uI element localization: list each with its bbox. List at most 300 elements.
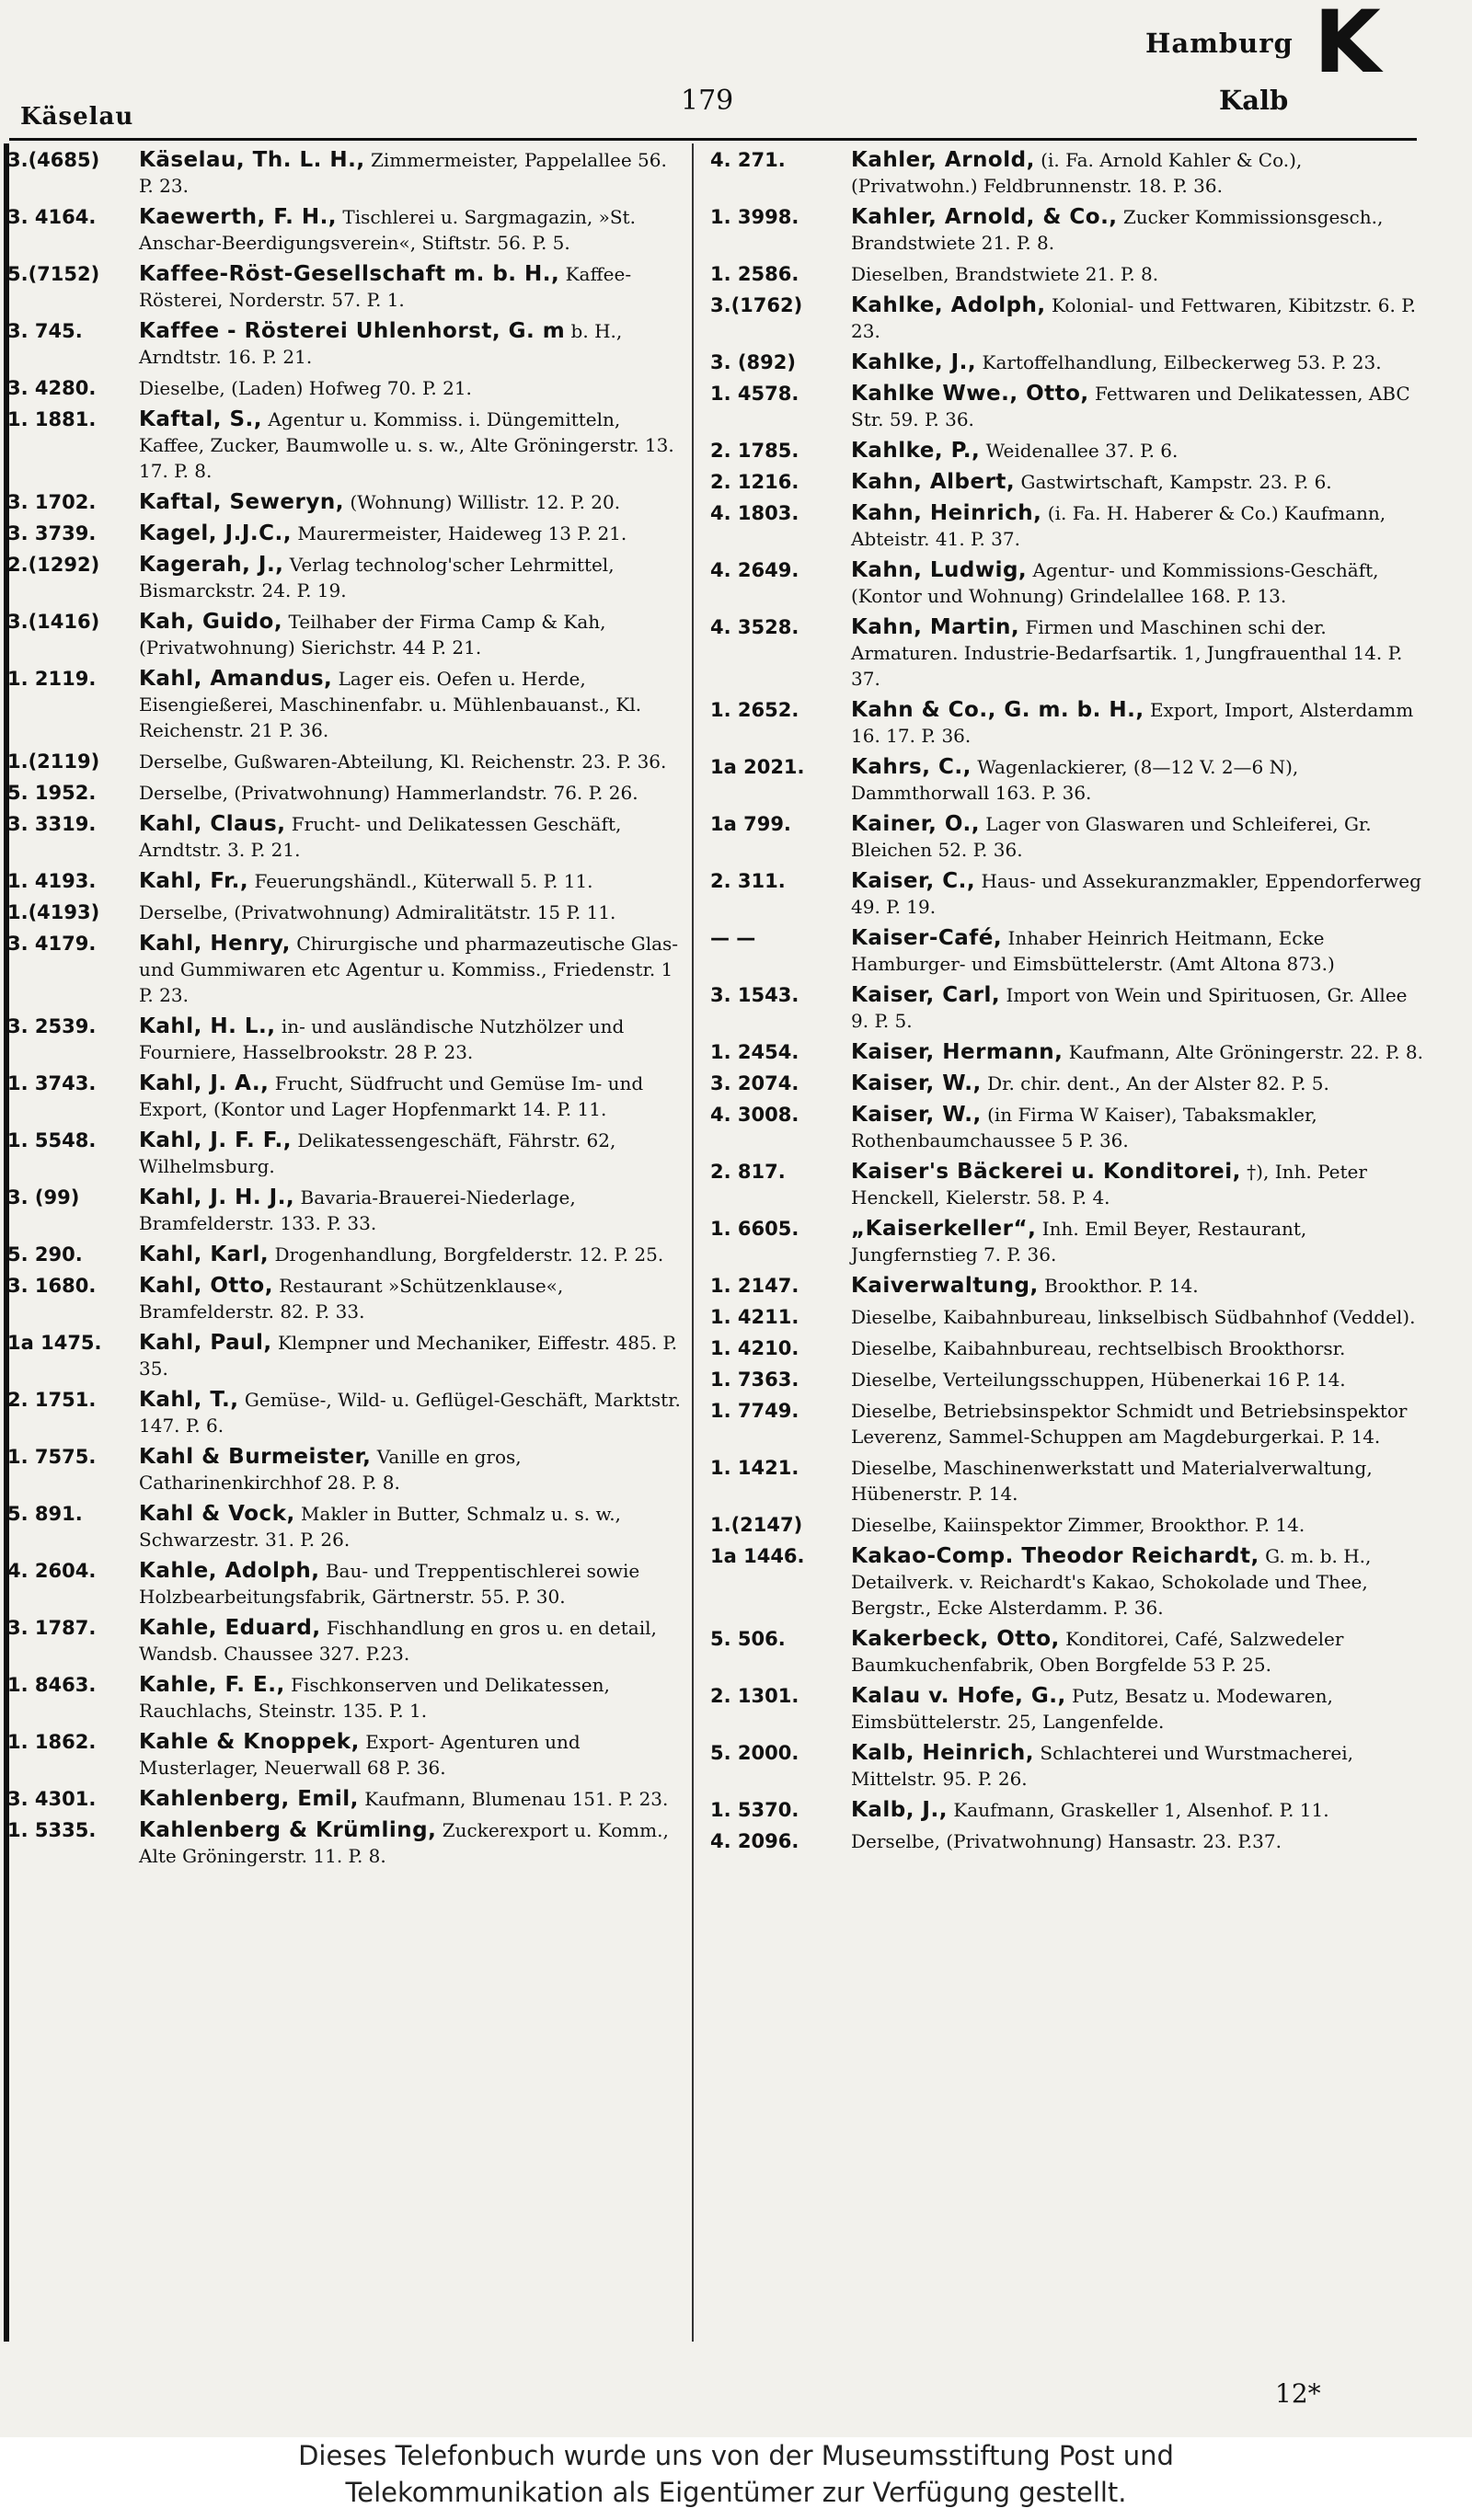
directory-entry	[6, 1501, 683, 1552]
entry-phone-number: 2. 1301.	[710, 1685, 799, 1707]
entry-phone-number: 3. 4179.	[7, 933, 97, 955]
entry-text	[851, 1740, 1426, 1792]
entry-details: Derselbe, Gußwaren-Abteilung, Kl. Reichenstr. 23. P. 36.	[139, 750, 667, 773]
directory-entry	[6, 749, 683, 774]
entry-name: Kaiser, W.,	[851, 1103, 982, 1127]
directory-entry	[708, 438, 1426, 464]
directory-entry	[6, 1672, 683, 1724]
entry-text	[851, 1159, 1426, 1210]
entry-text	[851, 1304, 1426, 1330]
page-number: 179	[681, 85, 734, 117]
entry-details: Weidenallee 37. P. 6.	[985, 440, 1179, 462]
entry-name: Kainer, O.,	[851, 812, 980, 836]
header-city: Hamburg	[1145, 28, 1294, 59]
entry-phone-number: 3. 1680.	[7, 1275, 97, 1297]
directory-entry	[708, 868, 1426, 920]
entry-phone-number: 4. 3008.	[710, 1104, 799, 1126]
entry-name: Kahn, Heinrich,	[851, 501, 1042, 525]
directory-entry	[708, 1367, 1426, 1392]
entry-phone-number: 3. 3739.	[7, 522, 97, 544]
directory-entry	[6, 666, 683, 743]
entry-details: Brookthor. P. 14.	[1044, 1275, 1199, 1297]
directory-entry	[708, 1039, 1426, 1065]
directory-entry	[6, 1615, 683, 1667]
entry-phone-number: 1a 1475.	[7, 1332, 102, 1354]
entry-name: Kaffee-Röst-Gesellschaft m. b. H.,	[139, 262, 560, 286]
entry-phone-number: 2.(1292)	[7, 554, 100, 576]
entry-name: Kahlke, J.,	[851, 350, 977, 374]
entry-phone-number: 1. 1881.	[7, 408, 97, 430]
entry-name: Kaiser, Hermann,	[851, 1040, 1064, 1064]
entry-phone-number: 3. (99)	[7, 1186, 80, 1208]
entry-details: Kaufmann, Alte Gröningerstr. 22. P. 8.	[1068, 1041, 1424, 1063]
entry-details: Gemüse-, Wild- u. Geflügel-Geschäft, Marktstr. 147. P. 6.	[139, 1389, 681, 1437]
directory-entry	[708, 1683, 1426, 1735]
directory-entry	[6, 1786, 683, 1812]
entry-phone-number: 1. 4193.	[7, 870, 97, 892]
directory-entry	[6, 1387, 683, 1438]
entry-text	[851, 1828, 1426, 1854]
entry-phone-number: 4. 2604.	[7, 1560, 97, 1582]
directory-entry	[6, 1729, 683, 1781]
entry-details: Zucker Kommissionsgesch., Brandstwiete 21. P. 8.	[851, 206, 1384, 254]
entry-text	[139, 749, 683, 774]
entry-name: Kahl, Amandus,	[139, 667, 333, 691]
entry-phone-number: 1a 799.	[710, 813, 791, 835]
entry-phone-number: 3. 1702.	[7, 491, 97, 513]
entry-text	[851, 1626, 1426, 1678]
entry-phone-number: 1. 7575.	[7, 1446, 97, 1468]
entry-phone-number: 3.(1416)	[7, 611, 100, 633]
notice-line-1: Dieses Telefonbuch wurde uns von der Museumsstiftung Post und	[298, 2440, 1174, 2471]
entry-name: Käselau, Th. L. H.,	[139, 148, 365, 172]
entry-name: Kahle & Knoppek,	[139, 1730, 360, 1754]
directory-entry	[6, 1185, 683, 1236]
entry-details: Firmen und Maschinen schi der. Armaturen. Industrie-Bedarfsartik. 1, Jungfrauenthal 14. P. 37.	[851, 616, 1403, 690]
entry-name: Kaewerth, F. H.,	[139, 205, 338, 229]
entry-phone-number: 5.(7152)	[7, 263, 100, 285]
entry-phone-number: 1. 2147.	[710, 1275, 799, 1297]
entry-name: Kahl, Karl,	[139, 1243, 270, 1266]
entry-text	[851, 697, 1426, 749]
entry-phone-number: 3. 4301.	[7, 1788, 97, 1810]
entry-details: Export- Agenturen und Musterlager, Neuerwall 68 P. 36.	[139, 1731, 581, 1779]
entry-name: Kaftal, Seweryn,	[139, 490, 344, 514]
entry-phone-number: 1. 7749.	[710, 1400, 799, 1422]
header-letter: K	[1314, 0, 1381, 93]
entry-details: Inhaber Heinrich Heitmann, Ecke Hamburger- und Eimsbüttelerstr. (Amt Altona 873.)	[851, 927, 1335, 975]
entry-details: Maurermeister, Haideweg 13 P. 21.	[297, 522, 627, 544]
entry-text	[851, 557, 1426, 609]
directory-entry	[6, 261, 683, 313]
directory-entry	[708, 754, 1426, 806]
entry-details: (in Firma W Kaiser), Tabaksmakler, Rothenbaumchaussee 5 P. 36.	[851, 1104, 1317, 1151]
entry-name: „Kaiserkeller“,	[851, 1217, 1037, 1241]
entry-details: Import von Wein und Spirituosen, Gr. Allee 9. P. 5.	[851, 984, 1408, 1032]
entry-phone-number: 2. 1785.	[710, 440, 799, 462]
directory-entry	[6, 1817, 683, 1869]
entry-details: Tischlerei u. Sargmagazin, »St. Anschar-Beerdigungsverein«, Stiftstr. 56. P. 5.	[139, 206, 636, 254]
entry-name: Kahn, Ludwig,	[851, 558, 1028, 582]
directory-entry	[6, 552, 683, 603]
entry-phone-number: 3.(1762)	[710, 294, 803, 316]
entry-details: Kaufmann, Blumenau 151. P. 23.	[364, 1788, 669, 1810]
entry-text	[139, 1558, 683, 1609]
entry-text	[851, 1071, 1426, 1096]
header-rule	[9, 138, 1417, 141]
entry-text	[139, 1501, 683, 1552]
entry-name: Kahl, H. L.,	[139, 1014, 276, 1038]
entry-details: (Wohnung) Willistr. 12. P. 20.	[350, 491, 621, 513]
entry-name: Kalau v. Hofe, G.,	[851, 1684, 1066, 1708]
entry-phone-number: 3. 2074.	[710, 1072, 799, 1094]
entry-text	[851, 1102, 1426, 1153]
entry-phone-number: 5. 506.	[710, 1628, 786, 1650]
entry-name: Kaiser, C.,	[851, 869, 976, 893]
entry-text	[851, 1216, 1426, 1267]
entry-text	[139, 609, 683, 660]
entry-phone-number: 3. 1543.	[710, 984, 799, 1006]
entry-text	[851, 1455, 1426, 1506]
entry-phone-number: 1. 5335.	[7, 1819, 97, 1841]
entry-phone-number: 1.(2147)	[710, 1514, 803, 1536]
directory-entry	[708, 1159, 1426, 1210]
entry-phone-number: 1. 2652.	[710, 699, 799, 721]
directory-entry	[6, 780, 683, 806]
directory-entry	[6, 1014, 683, 1065]
entry-name: Kaffee - Rösterei Uhlenhorst, G. m	[139, 319, 566, 343]
entry-text	[851, 982, 1426, 1034]
entry-details: Haus- und Assekuranzmakler, Eppendorferweg 49. P. 19.	[851, 870, 1421, 918]
directory-entry	[708, 1304, 1426, 1330]
entry-phone-number: 2. 817.	[710, 1161, 786, 1183]
entry-details: Dieselbe, (Laden) Hofweg 70. P. 21.	[139, 377, 472, 399]
entry-name: Kahl, Fr.,	[139, 869, 249, 893]
entry-name: Kahl, J. A.,	[139, 1071, 270, 1095]
entry-details: Kartoffelhandlung, Eilbeckerweg 53. P. 23.	[982, 351, 1382, 373]
entry-text	[139, 931, 683, 1008]
entry-name: Kaiser, Carl,	[851, 983, 1001, 1007]
entry-text	[851, 349, 1426, 375]
entry-details: Export, Import, Alsterdamm 16. 17. P. 36.	[851, 699, 1414, 747]
directory-entry	[6, 899, 683, 925]
entry-phone-number: 1. 1421.	[710, 1457, 799, 1479]
entry-text	[139, 1444, 683, 1495]
entry-phone-number: — —	[710, 927, 756, 949]
entry-phone-number: 4. 2649.	[710, 559, 799, 581]
entry-phone-number: 1. 4211.	[710, 1306, 799, 1328]
entry-phone-number: 3. 4280.	[7, 377, 97, 399]
entry-text	[851, 1335, 1426, 1361]
entry-text	[139, 1615, 683, 1667]
entry-details: Dieselbe, Betriebsinspektor Schmidt und Betriebsinspektor Leverenz, Sammel-Schuppen am Magdeburgerkai. P. 14.	[851, 1400, 1408, 1448]
entry-name: Kahle, Eduard,	[139, 1616, 321, 1640]
entry-text	[139, 261, 683, 313]
entry-text	[139, 1330, 683, 1381]
directory-entry	[708, 982, 1426, 1034]
directory-entry	[708, 1828, 1426, 1854]
entry-name: Kahlke, P.,	[851, 439, 981, 463]
entry-text	[851, 925, 1426, 977]
directory-entry	[708, 469, 1426, 495]
directory-entry	[6, 609, 683, 660]
entry-name: Kahle, Adolph,	[139, 1559, 320, 1583]
entry-name: Kahn & Co., G. m. b. H.,	[851, 698, 1144, 722]
right-column	[708, 147, 1426, 1860]
directory-entry	[708, 1398, 1426, 1449]
directory-entry	[708, 1797, 1426, 1823]
entry-text	[139, 521, 683, 546]
entry-phone-number: 4. 1803.	[710, 502, 799, 524]
entry-text	[139, 1014, 683, 1065]
entry-phone-number: 1. 2586.	[710, 263, 799, 285]
entry-details: †), Inh. Peter Henckell, Kielerstr. 58. P. 4.	[851, 1161, 1367, 1208]
entry-phone-number: 4. 3528.	[710, 616, 799, 638]
entry-details: Zuckerexport u. Komm., Alte Gröningerstr. 11. P. 8.	[139, 1819, 669, 1867]
directory-entry	[708, 557, 1426, 609]
directory-entry	[708, 1273, 1426, 1299]
ownership-notice	[0, 2437, 1472, 2520]
entry-details: Lager von Glaswaren und Schleiferei, Gr. Bleichen 52. P. 36.	[851, 813, 1372, 861]
entry-text	[851, 381, 1426, 432]
entry-details: Fischkonserven und Delikatessen, Rauchlachs, Steinstr. 135. P. 1.	[139, 1674, 610, 1722]
entry-text	[851, 292, 1426, 344]
entry-details: Chirurgische und pharmazeutische Glas- und Gummiwaren etc Agentur u. Kommiss., Friedenstr. 1 P. 23.	[139, 933, 679, 1006]
entry-details: Dieselbe, Kaibahnbureau, linkselbisch Südbahnhof (Veddel).	[851, 1306, 1416, 1328]
directory-entry	[708, 349, 1426, 375]
entry-text	[139, 1786, 683, 1812]
directory-entry	[708, 1455, 1426, 1506]
entry-details: Inh. Emil Beyer, Restaurant, Jungfernstieg 7. P. 36.	[851, 1218, 1307, 1266]
entry-details: Konditorei, Café, Salzwedeler Baumkuchenfabrik, Oben Borgfelde 53 P. 25.	[851, 1628, 1344, 1676]
directory-entry	[708, 1543, 1426, 1621]
entry-name: Kahler, Arnold,	[851, 148, 1035, 172]
entry-text	[851, 811, 1426, 863]
directory-entry	[708, 1071, 1426, 1096]
entry-phone-number: 3. (892)	[710, 351, 796, 373]
entry-text	[851, 1273, 1426, 1299]
directory-entry	[6, 318, 683, 370]
entry-details: Kolonial- und Fettwaren, Kibitzstr. 6. P. 23.	[851, 294, 1416, 342]
directory-entry	[6, 1242, 683, 1267]
entry-phone-number: 1. 2454.	[710, 1041, 799, 1063]
entry-text	[851, 1683, 1426, 1735]
entry-name: Kahl, J. H. J.,	[139, 1186, 295, 1209]
entry-details: Dr. chir. dent., An der Alster 82. P. 5.	[987, 1072, 1329, 1094]
entry-phone-number: 3. 1787.	[7, 1617, 97, 1639]
entry-phone-number: 4. 271.	[710, 149, 786, 171]
entry-details: Agentur u. Kommiss. i. Düngemitteln, Kaffee, Zucker, Baumwolle u. s. w., Alte Gröningerstr. 13. 17. P. 8.	[139, 408, 674, 482]
entry-name: Kahl, Paul,	[139, 1331, 272, 1355]
entry-details: Derselbe, (Privatwohnung) Admiralitätstr. 15 P. 11.	[139, 901, 616, 923]
entry-text	[139, 666, 683, 743]
entry-details: Bavaria-Brauerei-Niederlage, Bramfelderstr. 133. P. 33.	[139, 1186, 576, 1234]
entry-text	[851, 1797, 1426, 1823]
entry-details: Bau- und Treppentischlerei sowie Holzbearbeitungsfabrik, Gärtnerstr. 55. P. 30.	[139, 1560, 640, 1608]
entry-text	[851, 469, 1426, 495]
entry-details: (i. Fa. Arnold Kahler & Co.), (Privatwohn.) Feldbrunnenstr. 18. P. 36.	[851, 149, 1303, 197]
directory-entry	[6, 204, 683, 256]
entry-text	[139, 1242, 683, 1267]
entry-text	[851, 147, 1426, 199]
entry-name: Kahn, Martin,	[851, 615, 1020, 639]
entry-phone-number: 3. 4164.	[7, 206, 97, 228]
directory-entry	[6, 521, 683, 546]
entry-details: Frucht, Südfrucht und Gemüse Im- und Export, (Kontor und Lager Hopfenmarkt 14. P. 11.	[139, 1072, 644, 1120]
entry-text	[139, 1672, 683, 1724]
entry-details: Feuerungshändl., Küterwall 5. P. 11.	[254, 870, 593, 892]
entry-name: Kahrs, C.,	[851, 755, 972, 779]
entry-name: Kalb, Heinrich,	[851, 1741, 1035, 1765]
entry-details: Fischhandlung en gros u. en detail, Wandsb. Chaussee 327. P.23.	[139, 1617, 657, 1665]
entry-phone-number: 1. 3743.	[7, 1072, 97, 1094]
entry-text	[851, 614, 1426, 692]
entry-phone-number: 3. 3319.	[7, 813, 97, 835]
entry-text	[139, 1387, 683, 1438]
directory-entry	[708, 1335, 1426, 1361]
entry-name: Kakao-Comp. Theodor Reichardt,	[851, 1544, 1259, 1568]
entry-text	[851, 1367, 1426, 1392]
directory-entry	[708, 292, 1426, 344]
directory-entry	[6, 931, 683, 1008]
entry-details: b. H., Arndtstr. 16. P. 21.	[139, 320, 623, 368]
entry-details: Vanille en gros, Catharinenkirchhof 28. P. 8.	[139, 1446, 522, 1494]
entry-name: Kahle, F. E.,	[139, 1673, 285, 1697]
entry-details: Dieselbe, Verteilungsschuppen, Hübenerkai 16 P. 14.	[851, 1369, 1346, 1391]
entry-name: Kahler, Arnold, & Co.,	[851, 205, 1118, 229]
entry-name: Kahlke Wwe., Otto,	[851, 382, 1089, 406]
entry-text	[139, 489, 683, 515]
entry-text	[139, 375, 683, 401]
directory-entry	[6, 1128, 683, 1179]
directory-entry	[6, 489, 683, 515]
entry-name: Kahlenberg & Krümling,	[139, 1818, 437, 1842]
entry-details: Derselbe, (Privatwohnung) Hansastr. 23. P.37.	[851, 1830, 1282, 1852]
directory-entry	[708, 614, 1426, 692]
entry-text	[139, 147, 683, 199]
entry-text	[851, 1398, 1426, 1449]
entry-text	[139, 407, 683, 484]
entry-phone-number: 5. 2000.	[710, 1742, 799, 1764]
left-column	[6, 147, 683, 1874]
entry-text	[139, 1071, 683, 1122]
entry-details: Verlag technolog'scher Lehrmittel, Bismarckstr. 24. P. 19.	[139, 554, 615, 601]
entry-text	[139, 899, 683, 925]
column-divider	[692, 143, 694, 2342]
entry-details: Zimmermeister, Pappelallee 56. P. 23.	[139, 149, 667, 197]
entry-name: Kahl, T.,	[139, 1388, 239, 1412]
entry-phone-number: 1. 3998.	[710, 206, 799, 228]
entry-details: Putz, Besatz u. Modewaren, Eimsbüttelerstr. 25, Langenfelde.	[851, 1685, 1333, 1733]
entry-phone-number: 1. 7363.	[710, 1369, 799, 1391]
entry-name: Kagel, J.J.C.,	[139, 521, 292, 545]
entry-details: Schlachterei und Wurstmacherei, Mittelstr. 95. P. 26.	[851, 1742, 1353, 1790]
entry-phone-number: 1. 4210.	[710, 1337, 799, 1359]
entry-text	[139, 1128, 683, 1179]
entry-phone-number: 1.(2119)	[7, 750, 100, 773]
entry-text	[139, 780, 683, 806]
entry-phone-number: 5. 290.	[7, 1243, 83, 1266]
entry-phone-number: 2. 311.	[710, 870, 786, 892]
entry-text	[139, 204, 683, 256]
entry-phone-number: 1.(4193)	[7, 901, 100, 923]
entry-details: Restaurant »Schützenklause«, Bramfelderstr. 82. P. 33.	[139, 1275, 564, 1323]
entry-phone-number: 3. 2539.	[7, 1015, 97, 1037]
entry-text	[139, 1817, 683, 1869]
entry-phone-number: 2. 1216.	[710, 471, 799, 493]
entry-details: Makler in Butter, Schmalz u. s. w., Schwarzestr. 31. P. 26.	[139, 1503, 621, 1551]
entry-text	[139, 318, 683, 370]
entry-details: Fettwaren und Delikatessen, ABC Str. 59. P. 36.	[851, 383, 1410, 430]
directory-entry	[6, 1330, 683, 1381]
entry-name: Kahl, Claus,	[139, 812, 286, 836]
entry-phone-number: 1. 2119.	[7, 668, 97, 690]
entry-name: Kahl, J. F. F.,	[139, 1128, 293, 1152]
directory-entry	[6, 407, 683, 484]
sheet-mark: 12*	[1275, 2378, 1321, 2409]
entry-text	[851, 1039, 1426, 1065]
directory-entry	[708, 925, 1426, 977]
directory-entry	[708, 1102, 1426, 1153]
entry-details: Delikatessengeschäft, Fährstr. 62, Wilhelmsburg.	[139, 1129, 616, 1177]
entry-phone-number: 1. 1862.	[7, 1731, 97, 1753]
entry-text	[851, 204, 1426, 256]
directory-entry	[708, 381, 1426, 432]
directory-entry	[708, 147, 1426, 199]
directory-entry	[708, 204, 1426, 256]
entry-phone-number: 2. 1751.	[7, 1389, 97, 1411]
entry-details: Klempner und Mechaniker, Eiffestr. 485. P. 35.	[139, 1332, 678, 1380]
directory-entry	[6, 1444, 683, 1495]
entry-phone-number: 4. 2096.	[710, 1830, 799, 1852]
entry-details: Gastwirtschaft, Kampstr. 23. P. 6.	[1020, 471, 1332, 493]
entry-name: Kahl, Henry,	[139, 932, 291, 956]
directory-entry	[6, 375, 683, 401]
entry-details: in- und ausländische Nutzhölzer und Fourniere, Hasselbrookstr. 28 P. 23.	[139, 1015, 625, 1063]
entry-details: Wagenlackierer, (8—12 V. 2—6 N), Dammthorwall 163. P. 36.	[851, 756, 1299, 804]
entry-details: Lager eis. Oefen u. Herde, Eisengießerei, Maschinenfabr. u. Mühlenbauanst., Kl. Reichenstr. 21 P. 36.	[139, 668, 642, 741]
directory-entry	[708, 1216, 1426, 1267]
entry-name: Kahl & Vock,	[139, 1502, 295, 1526]
entry-text	[851, 438, 1426, 464]
entry-phone-number: 3. 745.	[7, 320, 83, 342]
directory-entry	[6, 147, 683, 199]
entry-phone-number: 1a 2021.	[710, 756, 805, 778]
entry-text	[139, 1729, 683, 1781]
directory-entry	[708, 1626, 1426, 1678]
entry-text	[139, 1273, 683, 1324]
directory-entry	[6, 1071, 683, 1122]
entry-details: G. m. b. H., Detailverk. v. Reichardt's Kakao, Schokolade und Thee, Bergstr., Ecke Alsterdamm. P. 36.	[851, 1545, 1372, 1619]
entry-text	[851, 754, 1426, 806]
entry-name: Kalb, J.,	[851, 1798, 948, 1822]
entry-details: Kaffee-Rösterei, Norderstr. 57. P. 1.	[139, 263, 632, 311]
directory-entry	[708, 1740, 1426, 1792]
entry-details: (i. Fa. H. Haberer & Co.) Kaufmann, Abteistr. 41. P. 37.	[851, 502, 1386, 550]
entry-phone-number: 1. 5548.	[7, 1129, 97, 1151]
entry-phone-number: 5. 891.	[7, 1503, 83, 1525]
entry-phone-number: 5. 1952.	[7, 782, 97, 804]
header-keyword: Käselau	[20, 103, 134, 131]
entry-name: Kahl, Otto,	[139, 1274, 273, 1298]
directory-entry	[6, 1558, 683, 1609]
entry-phone-number: 1. 8463.	[7, 1674, 97, 1696]
entry-details: Dieselbe, Kaiinspektor Zimmer, Brookthor. P. 14.	[851, 1514, 1305, 1536]
directory-entry	[708, 500, 1426, 552]
header-range-end: Kalb	[1219, 85, 1289, 116]
entry-text	[139, 552, 683, 603]
entry-name: Kaiser's Bäckerei u. Konditorei,	[851, 1160, 1241, 1184]
